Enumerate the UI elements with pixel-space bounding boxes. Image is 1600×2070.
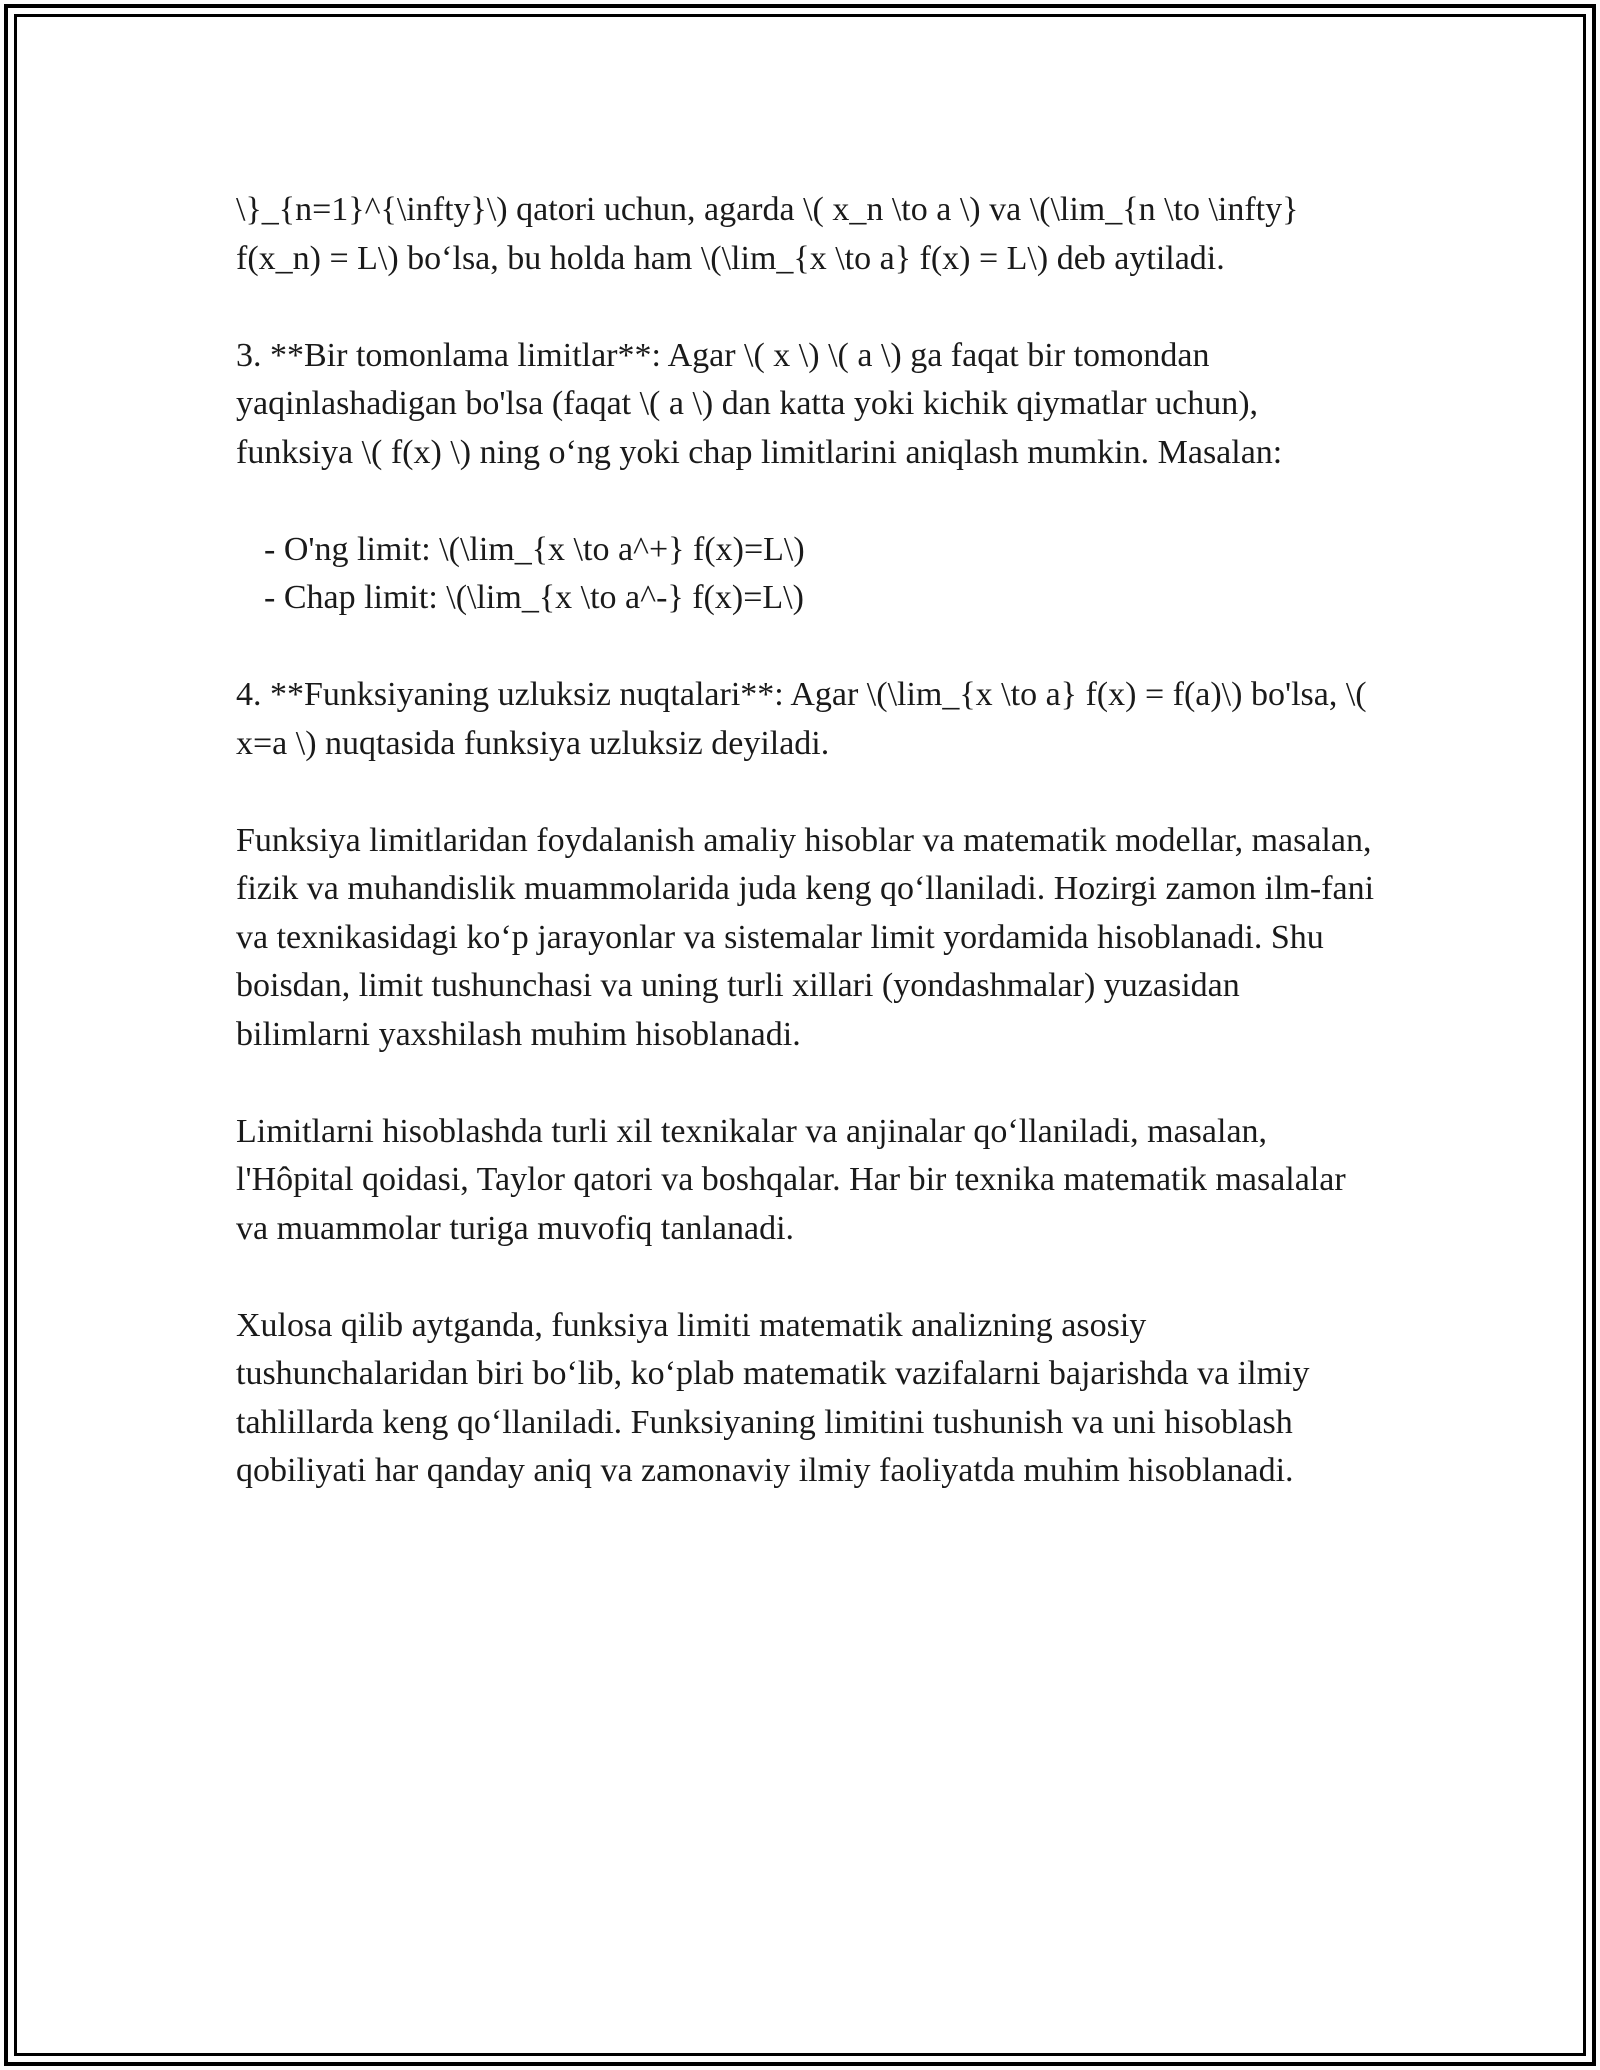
limit-list <box>236 526 1376 623</box>
list-item-right-limit: - O'ng limit: \(\lim_{x \to a^+} f(x)=L\) <box>264 530 805 568</box>
paragraph-sequence-limit: \}_{n=1}^{\infty}\) qatori uchun, agarda \( x_n \to a \) va \(\lim_{n \to \infty} f(x_n) = L\) bo‘lsa, bu holda ham \(\lim_{x \to a} f(x) = L\) deb aytiladi. <box>236 191 1307 277</box>
paragraph-one-sided-limits: 3. **Bir tomonlama limitlar**: Agar \( x \) \( a \) ga faqat bir tomondan yaqinlashadigan bo'lsa (faqat \( a \) dan katta yoki kichik qiymatlar uchun), funksiya \( f(x) \) ning o‘ng yoki chap limitlarini aniqlash mumkin. Masalan: <box>236 336 1283 471</box>
list-item-left-limit: - Chap limit: \(\lim_{x \to a^-} f(x)=L\) <box>264 579 804 616</box>
paragraph-applications: Funksiya limitlaridan foydalanish amaliy hisoblar va matematik modellar, masalan, fizik va muhandislik muammolarida juda keng qo‘llaniladi. Hozirgi zamon ilm-fani va texnikasidagi ko‘p jarayonlar va sistemalar limit yordamida hisoblanadi. Shu boisdan, limit tushunchasi va uning turli xillari (yondashmalar) yuzasidan bilimlarni yaxshilash muhim hisoblanadi. <box>236 821 1383 1053</box>
paragraph-techniques: Limitlarni hisoblashda turli xil texnikalar va anjinalar qo‘llaniladi, masalan, l'Hôpital qoidasi, Taylor qatori va boshqalar. Har bir texnika matematik masalalar va muammolar turiga muvofiq tanlanadi. <box>236 1112 1355 1247</box>
document-body <box>236 186 1383 1544</box>
paragraph-conclusion: Xulosa qilib aytganda, funksiya limiti matematik analizning asosiy tushunchalaridan biri bo‘lib, ko‘plab matematik vazifalarni bajarishda va ilmiy tahlillarda keng qo‘llaniladi. Funksiyaning limitini tushunish va uni hisoblash qobiliyati har qanday aniq va zamonaviy ilmiy faoliyatda muhim hisoblanadi. <box>236 1306 1318 1489</box>
paragraph-continuity: 4. **Funksiyaning uzluksiz nuqtalari**: Agar \(\lim_{x \to a} f(x) = f(a)\) bo'lsa, \( x=a \) nuqtasida funksiya uzluksiz deyiladi. <box>236 676 1376 762</box>
